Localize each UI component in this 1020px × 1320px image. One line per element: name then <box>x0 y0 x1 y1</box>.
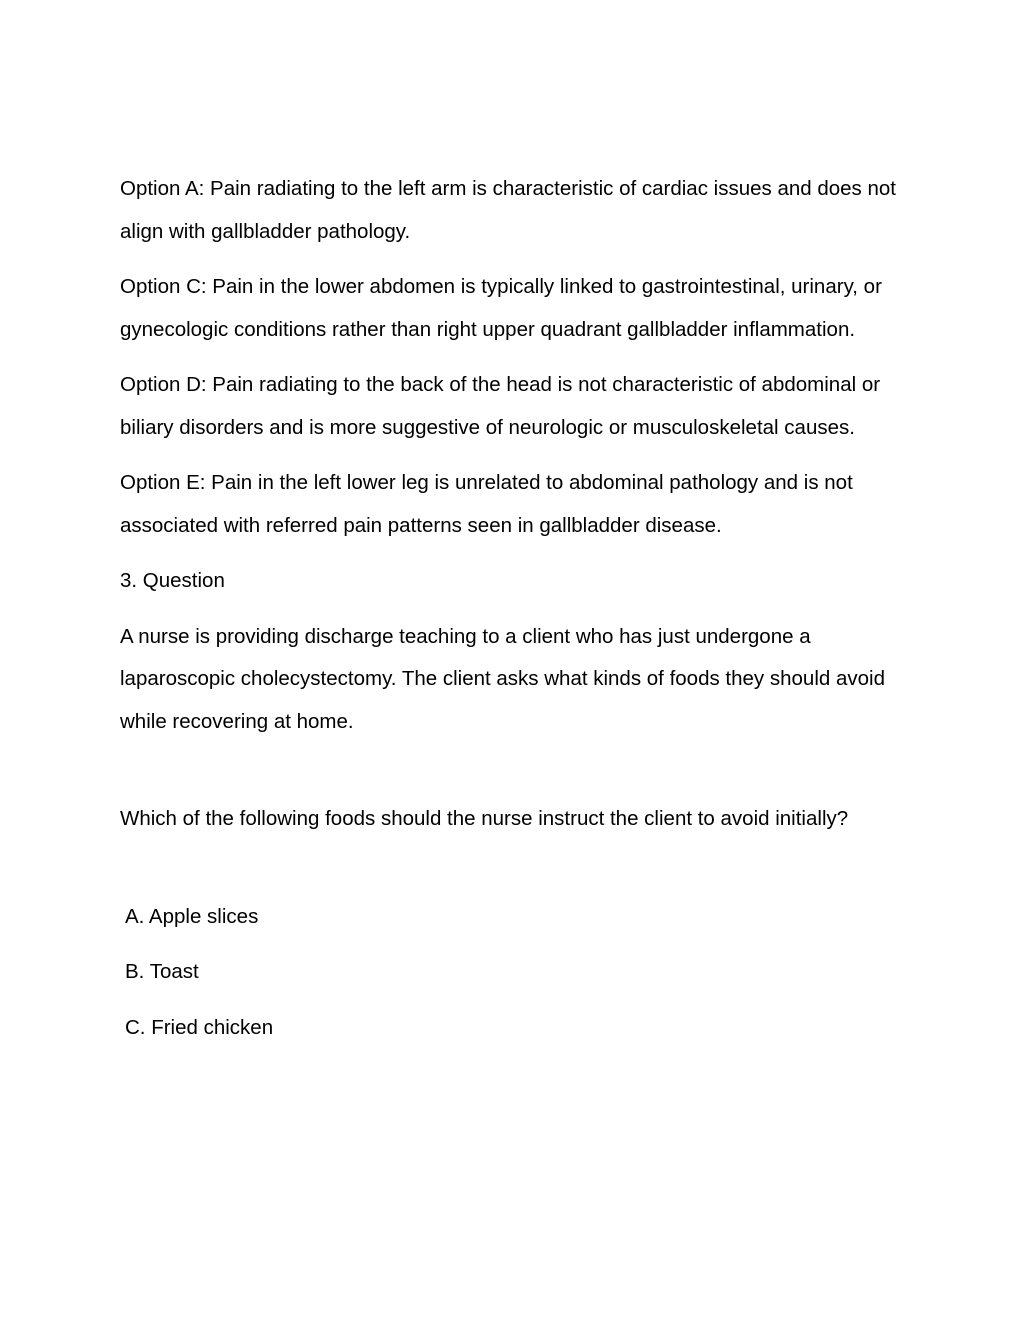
explanation-option-e: Option E: Pain in the left lower leg is unrelated to abdominal pathology and is not associated with referred pain patterns seen in gallbladder disease. <box>120 471 853 537</box>
question-heading: 3. Question <box>120 569 225 592</box>
explanation-option-c: Option C: Pain in the lower abdomen is typically linked to gastrointestinal, urinary, or gynecologic conditions rather than right upper quadrant gallbladder inflammation. <box>120 275 882 341</box>
question-scenario: A nurse is providing discharge teaching to a client who has just undergone a laparoscopic cholecystectomy. The client asks what kinds of foods they should avoid while recovering at home. <box>120 624 885 733</box>
answer-option-a: A. Apple slices <box>125 904 259 928</box>
blank-line <box>120 854 910 896</box>
question-prompt: Which of the following foods should the nurse instruct the client to avoid initially? <box>120 807 849 830</box>
explanation-option-a: Option A: Pain radiating to the left arm is characteristic of cardiac issues and does not align with gallbladder pathology. <box>120 177 896 243</box>
document-content <box>120 168 910 1062</box>
blank-line <box>120 756 910 798</box>
answer-option-b: B. Toast <box>125 960 199 983</box>
explanation-option-d: Option D: Pain radiating to the back of the head is not characteristic of abdominal or biliary disorders and is more suggestive of neurologic or musculoskeletal causes. <box>120 373 881 439</box>
answer-option-c: C. Fried chicken <box>125 1015 274 1039</box>
